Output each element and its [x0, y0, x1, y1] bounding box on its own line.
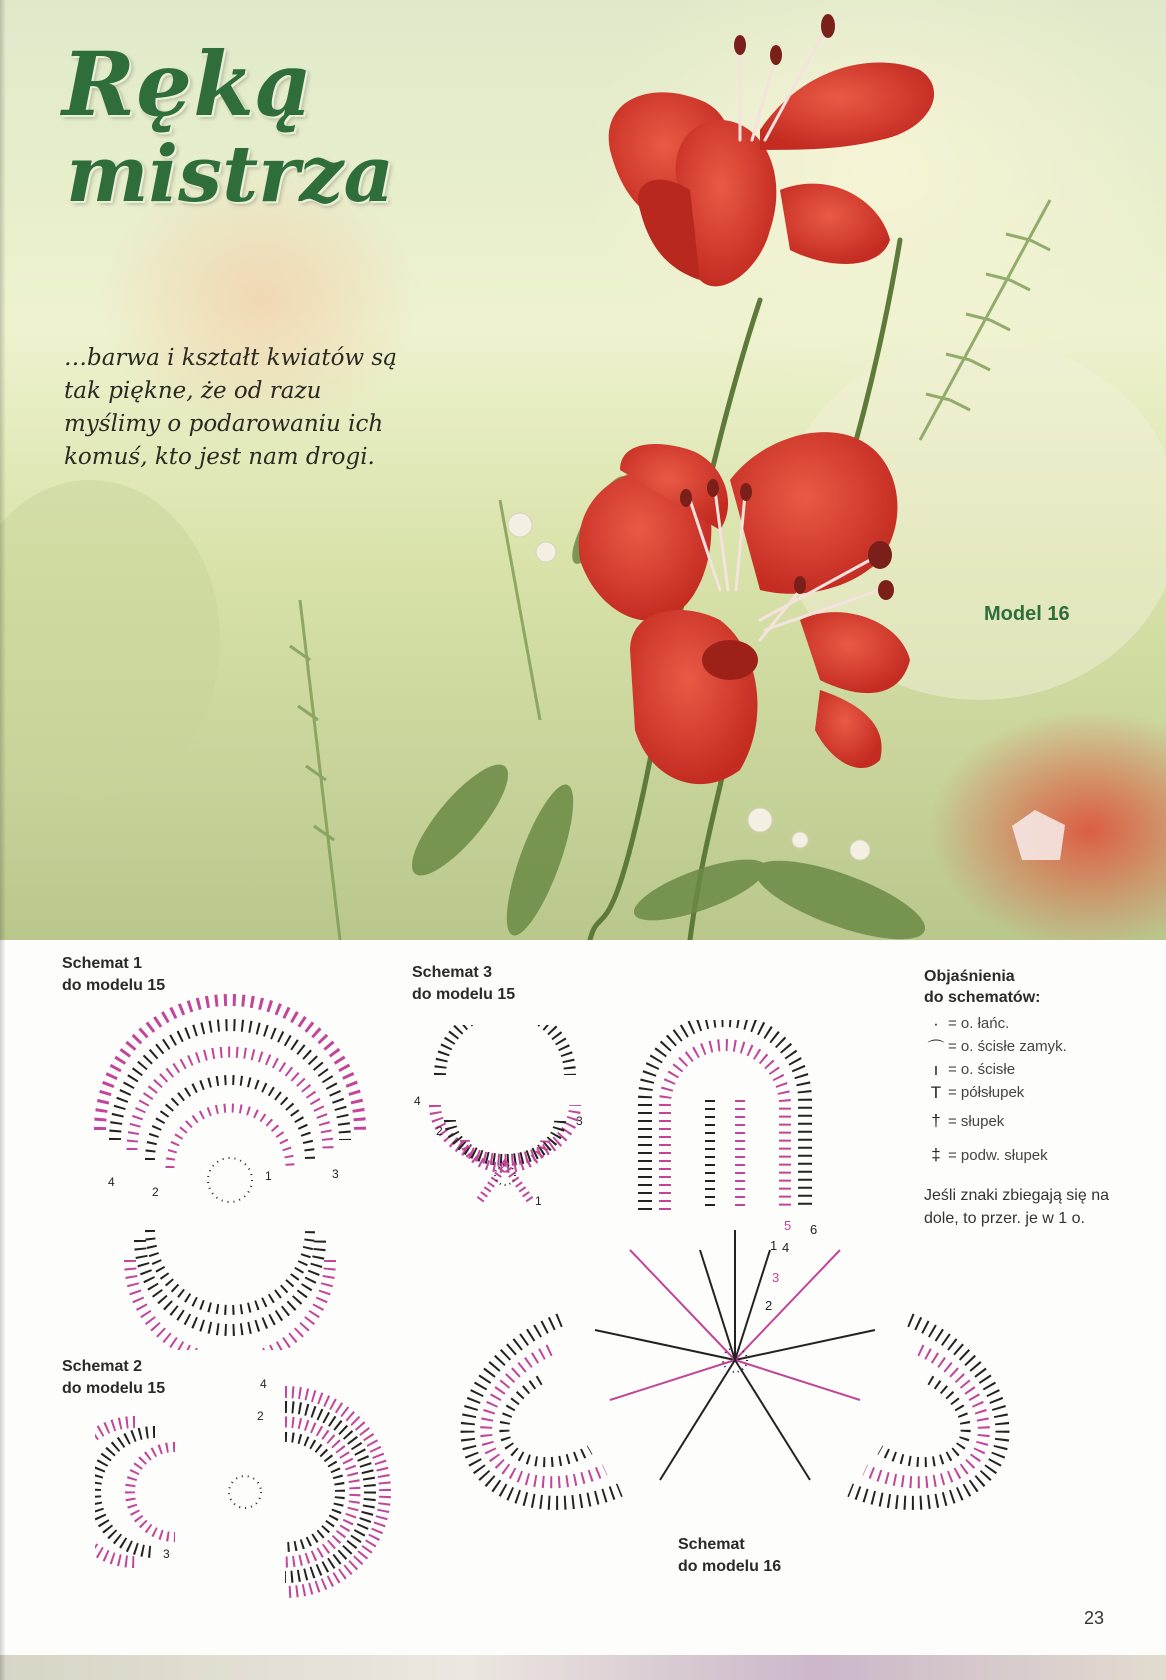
- treble-crochet-icon: ‡: [931, 1145, 941, 1164]
- headline-line-2: mistrza: [66, 129, 395, 220]
- schema-16-title-line1: Schemat: [678, 1536, 745, 1553]
- svg-text:2: 2: [765, 1298, 773, 1313]
- svg-text:3: 3: [772, 1270, 780, 1285]
- svg-text:1: 1: [770, 1238, 778, 1253]
- schema-1-diagram: [60, 990, 400, 1350]
- double-crochet-icon: †: [931, 1111, 941, 1130]
- page-number: 23: [1084, 1608, 1105, 1628]
- svg-text:3: 3: [163, 1547, 170, 1561]
- legend-item-double: [924, 1104, 1124, 1138]
- chain-stitch-icon: ·: [933, 1013, 939, 1033]
- symbol-legend: [924, 966, 1124, 1230]
- svg-text:4: 4: [782, 1240, 790, 1255]
- schema-1-title-line1: Schemat 1: [62, 955, 143, 972]
- schema-3-title-line1: Schemat 3: [412, 964, 493, 981]
- schema-1-title-line2: do modelu 15: [62, 977, 166, 994]
- page-headline: [62, 32, 395, 220]
- legend-title-line2: do schematów:: [924, 989, 1041, 1006]
- legend-item-treble: [924, 1138, 1124, 1172]
- svg-text:5: 5: [784, 1218, 792, 1233]
- headline-line-1: Ręką: [62, 32, 314, 136]
- svg-text:1: 1: [535, 1194, 542, 1208]
- next-page-strip: [0, 1655, 1166, 1680]
- schema-2-title-line2: do modelu 15: [62, 1380, 166, 1397]
- legend-label: = półsłupek: [948, 1084, 1025, 1101]
- legend-label: = o. łańc.: [948, 1015, 1010, 1032]
- schema-16-title-line2: do modelu 16: [678, 1558, 782, 1575]
- svg-text:2: 2: [257, 1409, 264, 1423]
- svg-text:2: 2: [436, 1124, 443, 1138]
- legend-label: = o. ścisłe zamyk.: [948, 1038, 1067, 1055]
- svg-text:4: 4: [108, 1175, 115, 1189]
- legend-note: Jeśli znaki zbiegają się na dole, to przer. je w 1 o.: [924, 1187, 1109, 1227]
- legend-title: [924, 966, 1124, 1008]
- legend-item-chain: [924, 1012, 1124, 1035]
- legend-label: = podw. słupek: [948, 1146, 1048, 1164]
- schema-3-title-line2: do modelu 15: [412, 986, 516, 1003]
- schema-3-title: [412, 962, 515, 1006]
- schema-2-title-line1: Schemat 2: [62, 1358, 143, 1375]
- svg-text:3: 3: [576, 1114, 583, 1128]
- svg-text:2: 2: [152, 1185, 159, 1199]
- half-double-crochet-icon: T: [930, 1082, 942, 1102]
- schema-2-diagram: [95, 1372, 415, 1612]
- svg-text:4: 4: [414, 1094, 421, 1108]
- legend-title-line1: Objaśnienia: [924, 968, 1015, 985]
- legend-item-half-double: [924, 1081, 1124, 1104]
- legend-label: = o. ścisłe: [948, 1061, 1016, 1078]
- model-label: Model 16: [984, 603, 1070, 625]
- slip-stitch-icon: ⌒: [927, 1039, 945, 1058]
- intro-text: …barwa i kształt kwiatów są tak piękne, że od razu myślimy o podarowaniu ich komuś, kto jest nam drogi.: [64, 345, 397, 470]
- svg-text:6: 6: [810, 1222, 818, 1237]
- single-crochet-icon: ı: [933, 1059, 939, 1079]
- legend-item-slip-stitch: [924, 1035, 1124, 1058]
- svg-text:4: 4: [260, 1377, 267, 1391]
- svg-text:3: 3: [332, 1167, 339, 1181]
- page-fold-shadow: [0, 0, 6, 1680]
- legend-item-single-crochet: [924, 1058, 1124, 1081]
- svg-text:1: 1: [265, 1169, 272, 1183]
- legend-label: = słupek: [948, 1112, 1005, 1130]
